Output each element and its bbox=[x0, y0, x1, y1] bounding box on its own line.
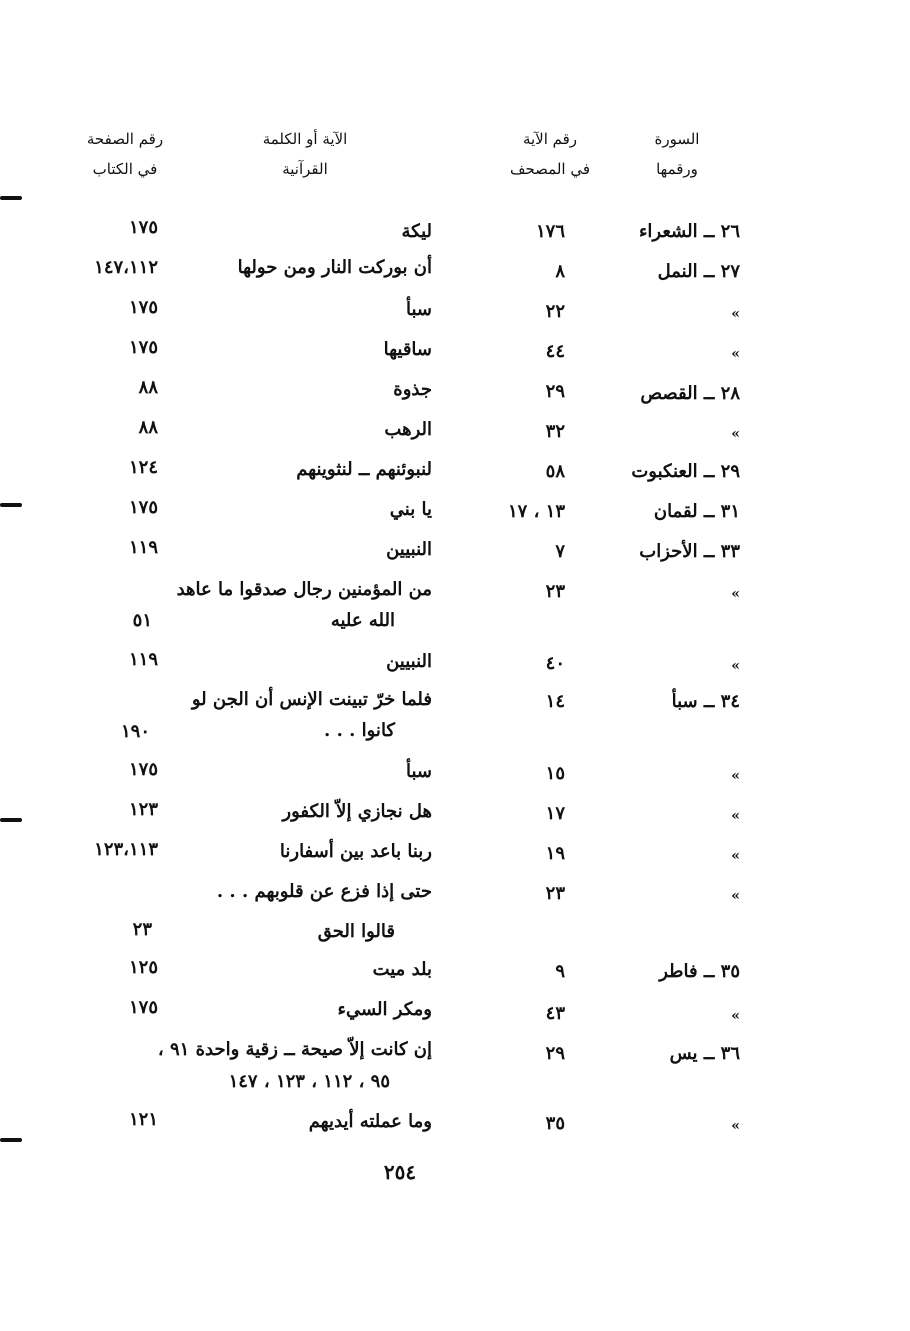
page-ref-cell: ٥١ bbox=[132, 610, 152, 631]
page-ref-cell: ١٧٥ bbox=[128, 759, 158, 780]
verse-cell: سبأ bbox=[406, 299, 432, 320]
ditto-mark: » bbox=[731, 586, 740, 602]
header-page-line2: في الكتاب bbox=[92, 160, 158, 178]
page-ref-cell: ١٢١ bbox=[128, 1109, 158, 1130]
ayah-cell: ٤٠ bbox=[545, 653, 565, 674]
verse-cell: يا بني bbox=[389, 499, 432, 520]
page-ref-cell: ١٢٤ bbox=[128, 457, 158, 478]
ayah-cell: ٣٥ bbox=[545, 1113, 565, 1134]
header-ayah-line2: في المصحف bbox=[509, 160, 591, 178]
ditto-mark: » bbox=[731, 426, 740, 442]
verse-cell: وما عملته أيديهم bbox=[308, 1111, 432, 1132]
page-number: ٢٥٤ bbox=[383, 1160, 417, 1184]
ayah-cell: ٢٣ bbox=[545, 581, 565, 602]
surah-cell: ٣١ ــ لقمان bbox=[653, 501, 740, 522]
ayah-cell: ٢٩ bbox=[545, 381, 565, 402]
verse-cell: إن كانت إلاّ صيحة ــ زقية واحدة ٩١ ، bbox=[157, 1039, 432, 1060]
binding-mark bbox=[0, 503, 22, 507]
ayah-cell: ١٧ bbox=[545, 803, 565, 824]
ditto-mark: » bbox=[731, 346, 740, 362]
verse-cell: فلما خرّ تبينت الإنس أن الجن لو bbox=[191, 689, 432, 710]
header-ayah-number bbox=[505, 130, 595, 178]
page-ref-cell: ١٢٥ bbox=[128, 957, 158, 978]
ayah-cell: ٨ bbox=[555, 261, 565, 282]
verse-cell: من المؤمنين رجال صدقوا ما عاهد bbox=[176, 579, 432, 600]
ayah-cell: ١٧٦ bbox=[535, 221, 565, 242]
ayah-cell: ١٥ bbox=[545, 763, 565, 784]
header-verse-line1: الآية أو الكلمة bbox=[262, 130, 348, 148]
header-page-line1: رقم الصفحة bbox=[86, 130, 164, 148]
ditto-mark: » bbox=[731, 768, 740, 784]
surah-cell: ٣٦ ــ يس bbox=[669, 1043, 740, 1064]
ayah-cell: ٤٤ bbox=[545, 341, 565, 362]
verse-cell: ومكر السيء bbox=[337, 999, 432, 1020]
ayah-cell: ١٤ bbox=[545, 691, 565, 712]
verse-cell: حتى إذا فزع عن قلوبهم . . . bbox=[216, 881, 432, 902]
verse-cell: جذوة bbox=[393, 379, 432, 400]
verse-cell: لنبوئنهم ــ لنثوينهم bbox=[296, 459, 432, 480]
surah-cell: ٢٦ ــ الشعراء bbox=[638, 221, 740, 242]
verse-cell-continued: كانوا . . . bbox=[324, 720, 395, 741]
surah-cell: ٢٧ ــ النمل bbox=[657, 261, 740, 282]
surah-cell: ٣٥ ــ فاطر bbox=[659, 961, 740, 982]
verse-cell: ساقيها bbox=[383, 339, 432, 360]
page-ref-cell: ١٧٥ bbox=[128, 297, 158, 318]
binding-mark bbox=[0, 196, 22, 200]
page-ref-cell: ١٧٥ bbox=[128, 217, 158, 238]
verse-cell-continued: الله عليه bbox=[330, 610, 395, 631]
header-surah-line1: السورة bbox=[654, 130, 700, 148]
verse-cell: ليكة bbox=[401, 221, 432, 242]
surah-cell: ٢٨ ــ القصص bbox=[640, 383, 740, 404]
ayah-cell: ١٩ bbox=[545, 843, 565, 864]
surah-cell: ٣٣ ــ الأحزاب bbox=[639, 541, 740, 562]
ayah-cell: ٤٣ bbox=[545, 1003, 565, 1024]
verse-cell: الرهب bbox=[384, 419, 432, 440]
page-ref-cell: ١٧٥ bbox=[128, 337, 158, 358]
header-ayah-line1: رقم الآية bbox=[522, 130, 578, 148]
ditto-mark: » bbox=[731, 658, 740, 674]
ayah-cell: ١٣ ، ١٧ bbox=[507, 501, 565, 522]
verse-cell: سبأ bbox=[406, 761, 432, 782]
verse-cell: النبيين bbox=[386, 539, 432, 560]
page-ref-cell: ١٢٣،١١٣ bbox=[94, 839, 158, 860]
page-ref-cell: ١٩٠ bbox=[120, 721, 150, 742]
ditto-mark: » bbox=[731, 808, 740, 824]
binding-mark bbox=[0, 1138, 22, 1142]
header-verse-line2: القرآنية bbox=[282, 160, 328, 178]
page-ref-cell: ٢٣ bbox=[132, 919, 152, 940]
page-ref-cell: ١١٩ bbox=[128, 649, 158, 670]
header-page-ref bbox=[75, 130, 175, 178]
page-ref-cell: ١٢٣ bbox=[128, 799, 158, 820]
page-ref-cell: ١١٩ bbox=[128, 537, 158, 558]
ditto-mark: » bbox=[731, 306, 740, 322]
page-ref-cell: ١٧٥ bbox=[128, 497, 158, 518]
verse-cell-continued: قالوا الحق bbox=[317, 921, 395, 942]
header-surah-line2: ورقمها bbox=[656, 160, 698, 178]
ayah-cell: ٩ bbox=[555, 961, 565, 982]
ayah-cell: ٥٨ bbox=[545, 461, 565, 482]
header-verse bbox=[240, 130, 370, 178]
ditto-mark: » bbox=[731, 1008, 740, 1024]
surah-cell: ٣٤ ــ سبأ bbox=[671, 691, 740, 712]
page-ref-cell: ٨٨ bbox=[138, 417, 158, 438]
ayah-cell: ٧ bbox=[555, 541, 565, 562]
ayah-cell: ٢٣ bbox=[545, 883, 565, 904]
page-ref-cell: ١٤٧،١١٢ bbox=[94, 257, 158, 278]
ayah-cell: ٢٢ bbox=[545, 301, 565, 322]
page-ref-cell: ٨٨ bbox=[138, 377, 158, 398]
ayah-cell: ٣٢ bbox=[545, 421, 565, 442]
verse-cell: بلد ميت bbox=[372, 959, 432, 980]
verse-cell: أن بوركت النار ومن حولها bbox=[237, 257, 432, 278]
verse-cell: ربنا باعد بين أسفارنا bbox=[279, 841, 432, 862]
verse-cell: هل نجازي إلاّ الكفور bbox=[282, 801, 432, 822]
binding-mark bbox=[0, 818, 22, 822]
ayah-cell: ٢٩ bbox=[545, 1043, 565, 1064]
ditto-mark: » bbox=[731, 1118, 740, 1134]
surah-cell: ٢٩ ــ العنكبوت bbox=[631, 461, 740, 482]
header-surah bbox=[632, 130, 722, 178]
ditto-mark: » bbox=[731, 888, 740, 904]
verse-cell-continued: ٩٥ ، ١١٢ ، ١٢٣ ، ١٤٧ bbox=[228, 1071, 390, 1092]
page-ref-cell: ١٧٥ bbox=[128, 997, 158, 1018]
ditto-mark: » bbox=[731, 848, 740, 864]
verse-cell: النبيين bbox=[386, 651, 432, 672]
